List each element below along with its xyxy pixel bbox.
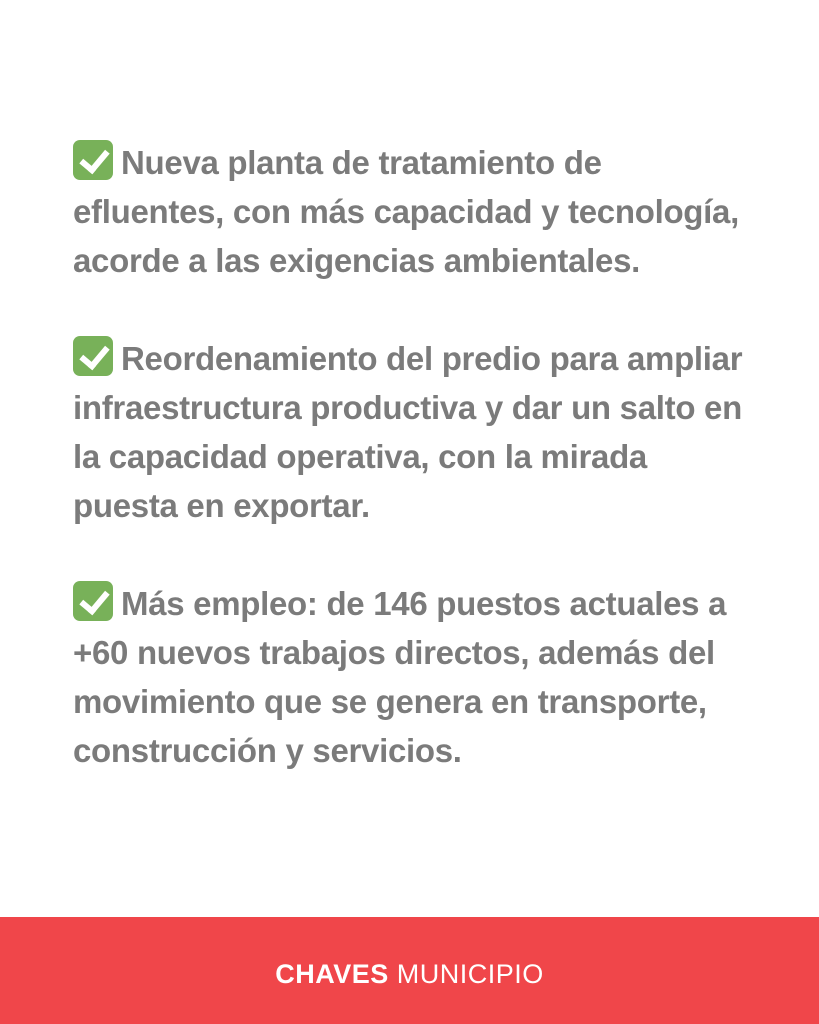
- list-item: [73, 334, 753, 530]
- brand-logo: [275, 951, 544, 990]
- item-text: Nueva planta de tratamiento de efluentes, con más capacidad y tecnología, acorde a las exigencias ambientales.: [73, 144, 739, 279]
- item-text: Más empleo: de 146 puestos actuales a +60 nuevos trabajos directos, además del movimiento que se genera en transporte, construcción y servicios.: [73, 585, 727, 769]
- check-mark-button-icon: [73, 336, 113, 376]
- brand-subtitle: MUNICIPIO: [396, 959, 544, 989]
- check-mark-button-icon: [73, 581, 113, 621]
- list-item: [73, 579, 753, 775]
- check-mark-button-icon: [73, 140, 113, 180]
- item-text: Reordenamiento del predio para ampliar infraestructura productiva y dar un salto en la capacidad operativa, con la mirada puesta en exportar.: [73, 340, 743, 524]
- footer-banner: [0, 917, 819, 1024]
- list-item: [73, 138, 753, 285]
- brand-name: CHAVES: [275, 959, 389, 989]
- content: [73, 138, 753, 775]
